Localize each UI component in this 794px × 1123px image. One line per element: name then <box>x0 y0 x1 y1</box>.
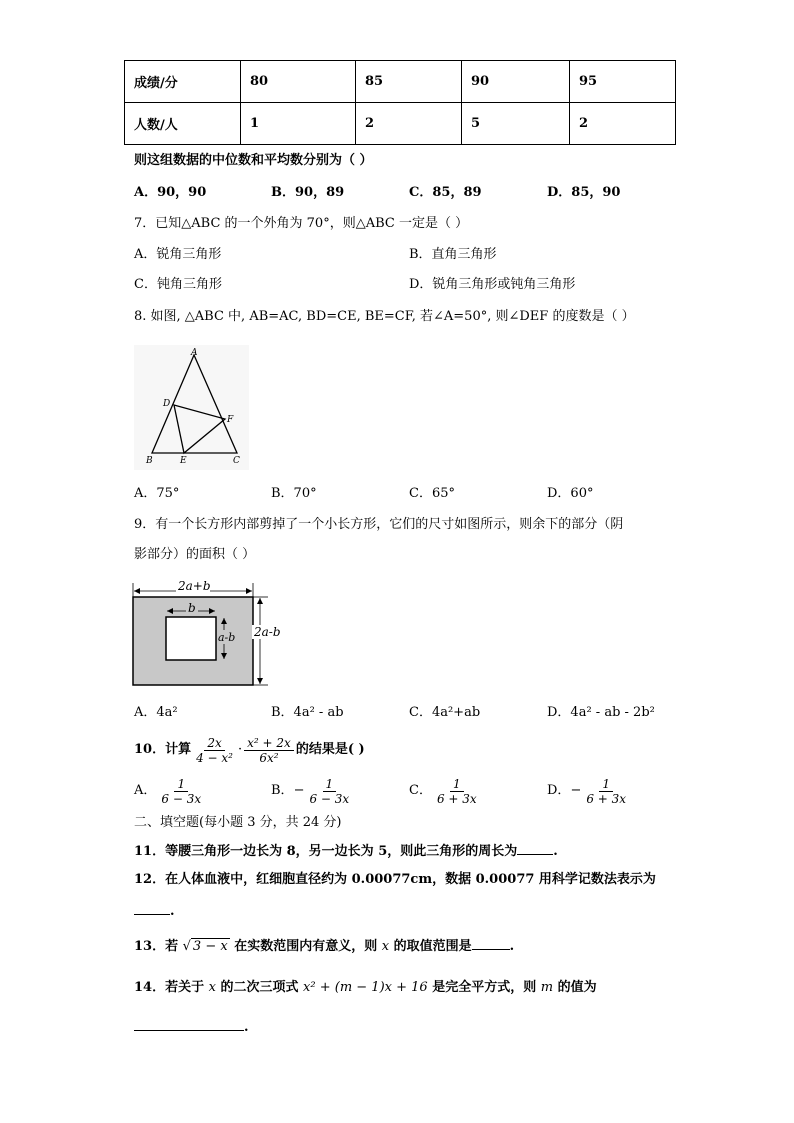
radicand: 3 − x <box>192 939 228 954</box>
label-b: B <box>146 456 153 466</box>
label-a: A <box>191 348 198 358</box>
polynomial-expression: x² + (m − 1)x + 16 <box>303 980 428 995</box>
label-2a-plus-b: 2a+b <box>178 579 211 593</box>
option-sign: − <box>293 783 305 798</box>
q10-prefix: 10．计算 <box>134 742 192 757</box>
question-14 <box>134 980 597 996</box>
q13-middle: 在实数范围内有意义，则 <box>234 939 378 954</box>
fraction <box>306 777 352 806</box>
denominator: 6 − 3x <box>161 791 202 806</box>
fraction <box>583 777 629 806</box>
option-d: D．4a² - ab - 2b² <box>547 705 655 720</box>
table-cell: 80 <box>241 61 356 103</box>
option-b: B．直角三角形 <box>409 247 497 262</box>
label-2a-minus-b: 2a-b <box>254 625 281 639</box>
numerator: 1 <box>450 777 464 792</box>
fraction <box>434 777 480 806</box>
fraction <box>244 736 294 765</box>
numerator: x² + 2x <box>244 736 294 751</box>
q14-suffix: 是完全平方式，则 <box>432 980 537 995</box>
question-10-stem <box>134 732 365 768</box>
option-b: B．4a² - ab <box>271 705 344 720</box>
table-cell: 95 <box>570 61 676 103</box>
table-cell: 人数/人 <box>125 103 241 145</box>
question-9-stem-line1: 9．有一个长方形内部剪掉了一个小长方形，它们的尺寸如图所示，则余下的部分（阴 <box>134 517 624 532</box>
option-label: B． <box>271 783 294 798</box>
variable-m: m <box>540 980 554 995</box>
label-d: D <box>163 399 171 409</box>
option-sign: − <box>570 783 582 798</box>
option-c: C．钝角三角形 <box>134 277 222 292</box>
denominator: 4 − x² <box>196 750 233 765</box>
option-b <box>271 773 354 809</box>
label-c: C <box>233 456 240 466</box>
question-11-text: 11．等腰三角形一边长为 8，另一边长为 5，则此三角形的周长为 <box>134 844 518 859</box>
table-row <box>125 103 676 145</box>
option-a <box>134 773 206 809</box>
q14-middle: 的二次三项式 <box>220 980 299 995</box>
option-c: C．4a²+ab <box>409 705 481 720</box>
q13-suffix: 的取值范围是 <box>393 939 472 954</box>
question-9-stem-line2: 影部分）的面积（ ） <box>134 547 256 562</box>
table-cell: 2 <box>570 103 676 145</box>
option-a: A．4a² <box>134 705 178 720</box>
label-f: F <box>227 415 234 425</box>
option-c <box>409 773 482 809</box>
table-cell: 5 <box>462 103 570 145</box>
denominator: 6 + 3x <box>436 791 477 806</box>
question-14-line2 <box>134 1018 249 1036</box>
option-d: D．锐角三角形或钝角三角形 <box>409 277 576 292</box>
table-cell: 成绩/分 <box>125 61 241 103</box>
inner-rectangle <box>166 617 216 660</box>
label-e: E <box>180 456 187 466</box>
option-label: A． <box>134 783 157 798</box>
option-a: A．90，90 <box>134 185 207 200</box>
table-cell: 1 <box>241 103 356 145</box>
denominator: 6 + 3x <box>586 791 627 806</box>
question-11 <box>134 842 558 860</box>
answer-blank[interactable] <box>517 842 553 855</box>
question-7-stem: 7．已知△ABC 的一个外角为 70°，则△ABC 一定是（ ） <box>134 216 469 231</box>
option-a: A．锐角三角形 <box>134 247 222 262</box>
table-cell: 2 <box>356 103 462 145</box>
period: . <box>509 939 515 954</box>
option-label: C． <box>409 783 432 798</box>
numerator: 1 <box>174 777 188 792</box>
question-8-stem: 8. 如图, △ABC 中, AB=AC, BD=CE, BE=CF, 若∠A=50°, 则∠DEF 的度数是（ ） <box>134 309 635 324</box>
denominator: 6 − 3x <box>309 791 350 806</box>
table-cell: 90 <box>462 61 570 103</box>
period: . <box>170 904 175 919</box>
table-row <box>125 61 676 103</box>
answer-blank[interactable] <box>472 937 510 950</box>
variable-x: x <box>381 939 390 954</box>
q13-prefix: 13．若 <box>134 939 179 954</box>
numerator: 1 <box>599 777 613 792</box>
fraction <box>193 736 236 765</box>
period: . <box>553 844 558 859</box>
question-12-line2 <box>134 902 175 920</box>
q14-end-text: 的值为 <box>557 980 597 995</box>
answer-blank[interactable] <box>134 1018 244 1031</box>
option-d: D．85，90 <box>547 185 621 200</box>
triangle-figure <box>134 345 249 470</box>
dot-operator: · <box>238 742 243 757</box>
numerator: 2x <box>204 736 224 751</box>
q10-suffix: 的结果是( ) <box>295 742 365 757</box>
fraction <box>158 777 204 806</box>
score-table <box>124 60 676 145</box>
period: . <box>244 1020 249 1035</box>
numerator: 1 <box>323 777 337 792</box>
denominator: 6x² <box>259 750 279 765</box>
variable-x: x <box>208 980 216 995</box>
option-b: B．90，89 <box>271 185 345 200</box>
q14-prefix: 14．若关于 <box>134 980 205 995</box>
option-c: C．85，89 <box>409 185 482 200</box>
label-b: b <box>188 601 196 615</box>
question-12-line1: 12．在人体血液中，红细胞直径约为 0.00077cm，数据 0.00077 用科学记数法表示为 <box>134 872 656 887</box>
section-heading: 二、填空题(每小题 3 分，共 24 分) <box>134 815 342 830</box>
option-d <box>547 773 631 809</box>
table-cell: 85 <box>356 61 462 103</box>
question-13 <box>134 937 514 955</box>
option-a: A．75° <box>134 486 180 501</box>
question-6-stem: 则这组数据的中位数和平均数分别为（ ） <box>134 153 373 168</box>
sqrt-expression: √ 3 − x <box>182 939 228 954</box>
option-b: B．70° <box>271 486 317 501</box>
answer-blank[interactable] <box>134 902 170 915</box>
rectangle-figure <box>128 575 288 690</box>
option-label: D． <box>547 783 571 798</box>
label-a-minus-b: a-b <box>218 631 236 644</box>
option-c: C．65° <box>409 486 455 501</box>
option-d: D．60° <box>547 486 594 501</box>
